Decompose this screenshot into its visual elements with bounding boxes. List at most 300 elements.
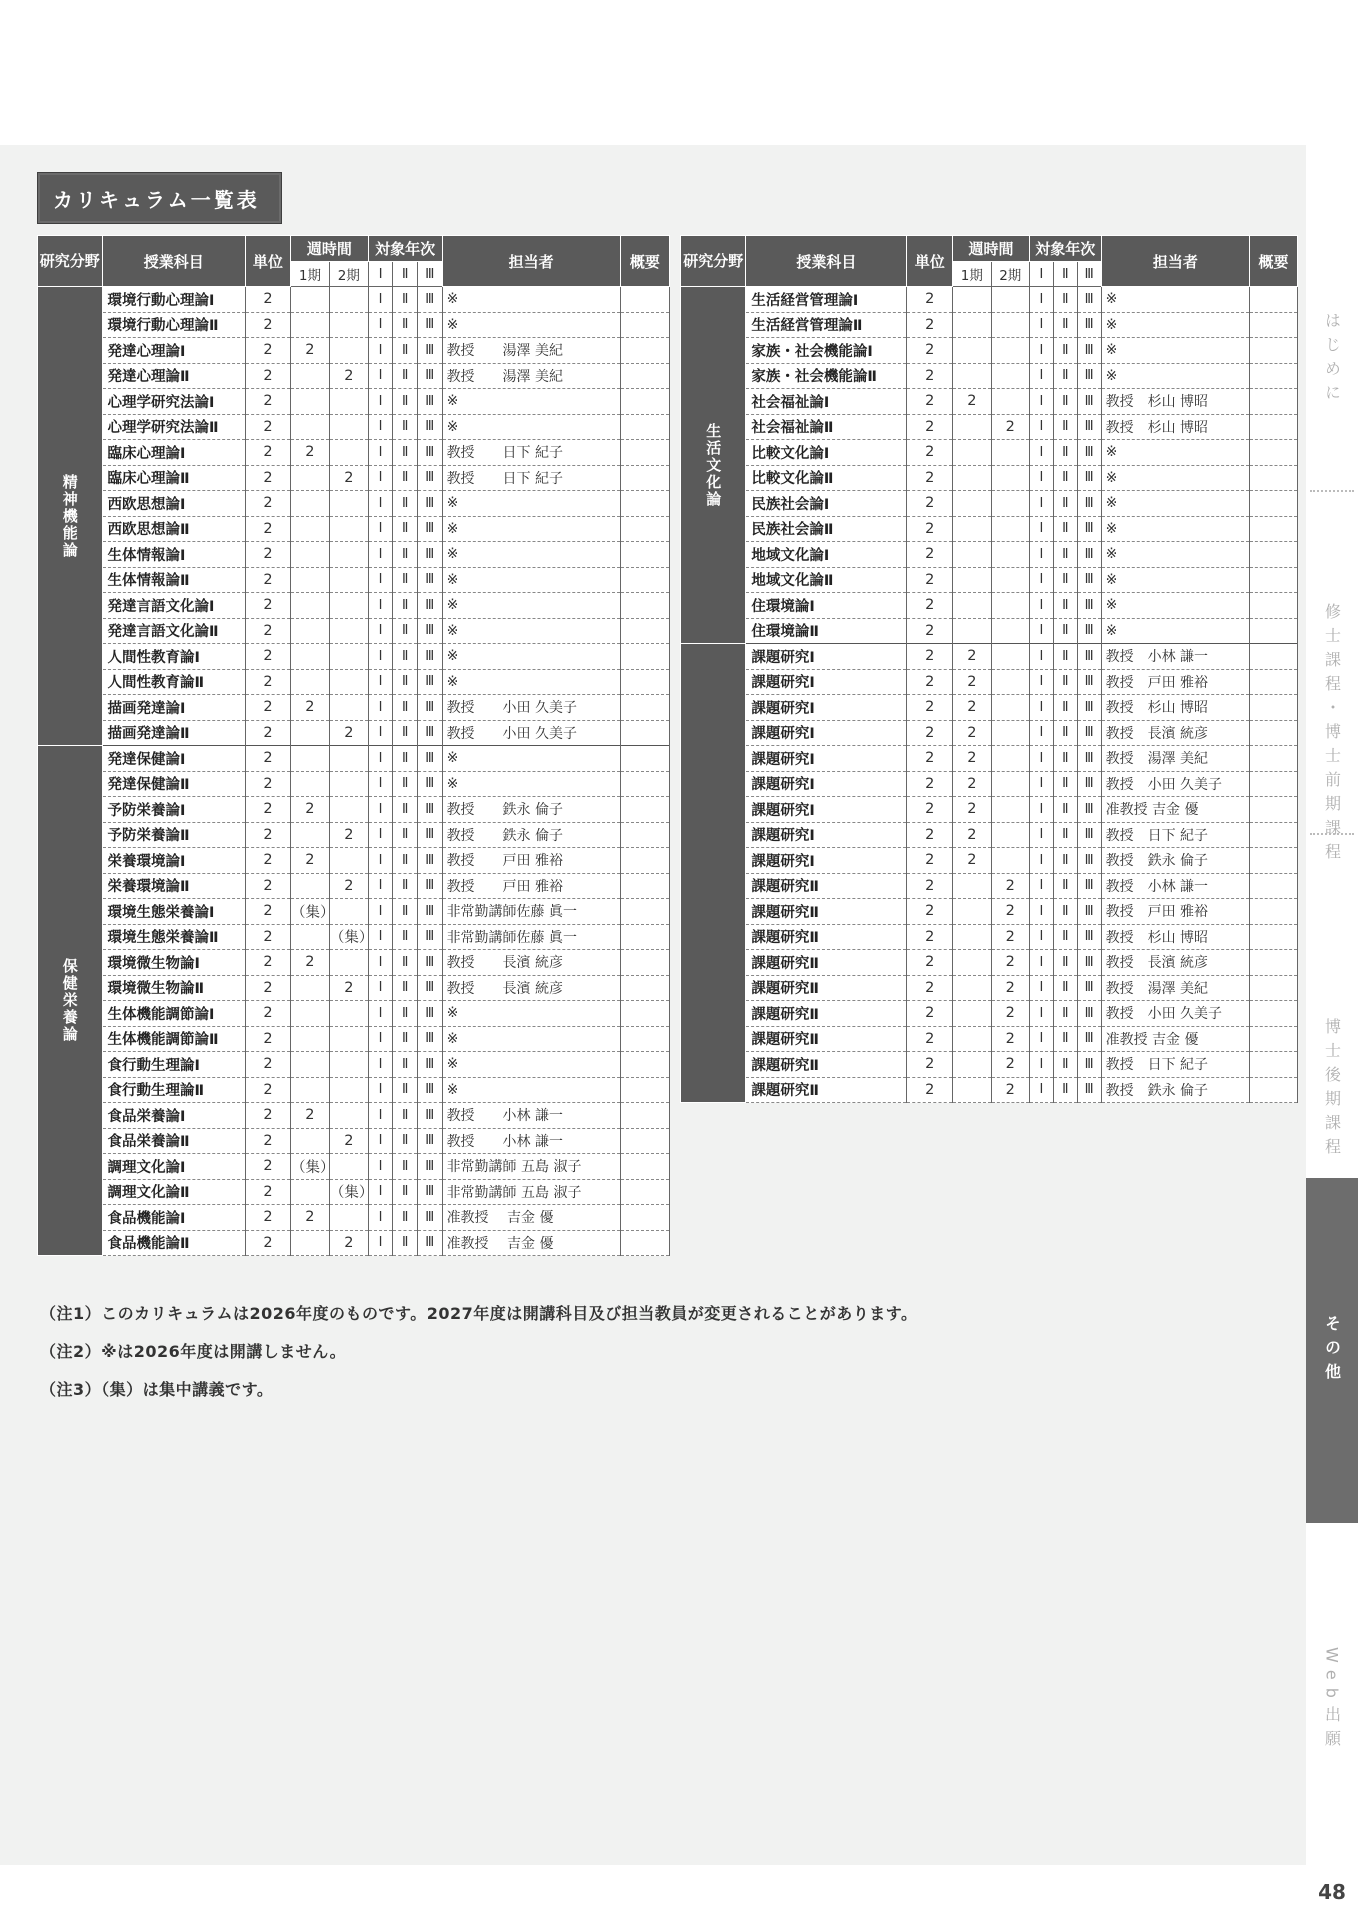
year2-cell: Ⅱ [393, 1077, 418, 1103]
term1-cell [290, 618, 329, 644]
term1-cell: 2 [953, 720, 991, 746]
year3-cell: Ⅲ [417, 873, 442, 899]
year3-cell: Ⅲ [417, 542, 442, 568]
teacher-cell: 教授 湯澤 美紀 [1101, 975, 1250, 1001]
year2-cell: Ⅱ [1053, 618, 1077, 644]
header-term1: 1期 [290, 261, 329, 287]
term2-cell [991, 848, 1029, 874]
year1-cell: Ⅰ [1029, 567, 1053, 593]
term1-cell: 2 [953, 822, 991, 848]
teacher-cell: 教授 小林 謙一 [442, 1103, 620, 1129]
year1-cell: Ⅰ [1029, 287, 1053, 313]
subject-cell: 課題研究Ⅱ [746, 950, 907, 976]
subject-cell: 課題研究Ⅰ [746, 669, 907, 695]
year3-cell: Ⅲ [417, 1026, 442, 1052]
term1-cell [290, 414, 329, 440]
summary-cell [1250, 822, 1298, 848]
summary-cell [1250, 516, 1298, 542]
term1-cell [953, 1052, 991, 1078]
year2-cell: Ⅱ [393, 771, 418, 797]
term1-cell: 2 [953, 848, 991, 874]
year2-cell: Ⅱ [1053, 1026, 1077, 1052]
research-field-cell [681, 644, 746, 1103]
term2-cell [991, 822, 1029, 848]
subject-cell: 心理学研究法論Ⅰ [102, 389, 245, 415]
subject-cell: 生活経営管理論Ⅱ [746, 312, 907, 338]
summary-cell [620, 414, 669, 440]
units-cell: 2 [245, 1077, 290, 1103]
summary-cell [1250, 312, 1298, 338]
table-row [38, 542, 670, 568]
year1-cell: Ⅰ [368, 414, 393, 440]
teacher-cell: 教授 長濱 統彦 [442, 950, 620, 976]
table-row [38, 1205, 670, 1231]
summary-cell [620, 1179, 669, 1205]
summary-cell [620, 618, 669, 644]
year3-cell: Ⅲ [1077, 848, 1101, 874]
summary-cell [620, 287, 669, 313]
year2-cell: Ⅱ [1053, 924, 1077, 950]
year1-cell: Ⅰ [368, 1026, 393, 1052]
term1-cell [290, 771, 329, 797]
units-cell: 2 [907, 287, 953, 313]
header-summary: 概要 [620, 236, 669, 287]
year3-cell: Ⅲ [417, 1230, 442, 1256]
teacher-cell: 教授 日下 紀子 [1101, 1052, 1250, 1078]
table-row [681, 1001, 1298, 1027]
curriculum-table-left [37, 235, 670, 1256]
table-row [38, 1154, 670, 1180]
units-cell: 2 [245, 950, 290, 976]
term2-cell [329, 516, 368, 542]
year3-cell: Ⅲ [417, 720, 442, 746]
header-term2: 2期 [991, 261, 1029, 287]
year2-cell: Ⅱ [393, 1103, 418, 1129]
research-field-cell: 精神機能論 [38, 287, 103, 746]
term2-cell [991, 797, 1029, 823]
year2-cell: Ⅱ [393, 516, 418, 542]
year1-cell: Ⅰ [368, 720, 393, 746]
year1-cell: Ⅰ [368, 797, 393, 823]
term2-cell: 2 [329, 822, 368, 848]
term2-cell [991, 491, 1029, 517]
page-number: 48 [1318, 1880, 1346, 1904]
teacher-cell: ※ [1101, 593, 1250, 619]
subject-cell: 課題研究Ⅱ [746, 1077, 907, 1103]
term1-cell [953, 516, 991, 542]
sidebar-item-other[interactable] [1306, 1178, 1358, 1523]
term1-cell [953, 287, 991, 313]
term1-cell [290, 644, 329, 670]
subject-cell: 心理学研究法論Ⅱ [102, 414, 245, 440]
year1-cell: Ⅰ [1029, 440, 1053, 466]
table-row [681, 440, 1298, 466]
term1-cell [953, 1077, 991, 1103]
subject-cell: 栄養環境論Ⅱ [102, 873, 245, 899]
term2-cell [991, 644, 1029, 670]
year1-cell: Ⅰ [1029, 746, 1053, 772]
units-cell: 2 [245, 1179, 290, 1205]
year2-cell: Ⅱ [393, 542, 418, 568]
table-row [681, 720, 1298, 746]
summary-cell [620, 695, 669, 721]
year2-cell: Ⅱ [1053, 1077, 1077, 1103]
year2-cell: Ⅱ [393, 312, 418, 338]
term1-cell [953, 593, 991, 619]
term1-cell [953, 567, 991, 593]
subject-cell: 食行動生理論Ⅰ [102, 1052, 245, 1078]
year3-cell: Ⅲ [1077, 516, 1101, 542]
summary-cell [1250, 338, 1298, 364]
units-cell: 2 [907, 440, 953, 466]
year3-cell: Ⅲ [1077, 669, 1101, 695]
units-cell: 2 [245, 1026, 290, 1052]
table-row [38, 1077, 670, 1103]
year3-cell: Ⅲ [417, 414, 442, 440]
units-cell: 2 [245, 899, 290, 925]
units-cell: 2 [245, 1154, 290, 1180]
teacher-cell: 教授 小林 謙一 [442, 1128, 620, 1154]
year1-cell: Ⅰ [1029, 1026, 1053, 1052]
units-cell: 2 [907, 1001, 953, 1027]
header-year1: Ⅰ [1029, 261, 1053, 287]
subject-cell: 比較文化論Ⅰ [746, 440, 907, 466]
summary-cell [620, 312, 669, 338]
term2-cell [991, 440, 1029, 466]
subject-cell: 民族社会論Ⅱ [746, 516, 907, 542]
year2-cell: Ⅱ [393, 593, 418, 619]
summary-cell [1250, 644, 1298, 670]
term1-cell [290, 491, 329, 517]
teacher-cell: 教授 戸田 雅裕 [1101, 899, 1250, 925]
subject-cell: 課題研究Ⅱ [746, 975, 907, 1001]
year3-cell: Ⅲ [1077, 1052, 1101, 1078]
term2-cell [329, 1026, 368, 1052]
year2-cell: Ⅱ [1053, 312, 1077, 338]
term1-cell [290, 1230, 329, 1256]
year2-cell: Ⅱ [1053, 746, 1077, 772]
units-cell: 2 [245, 440, 290, 466]
summary-cell [620, 771, 669, 797]
table-row [681, 644, 1298, 670]
sidebar-item-web-application[interactable] [1306, 1535, 1358, 1865]
year2-cell: Ⅱ [1053, 695, 1077, 721]
table-row [681, 363, 1298, 389]
term1-cell [953, 950, 991, 976]
term1-cell: 2 [290, 338, 329, 364]
year1-cell: Ⅰ [368, 287, 393, 313]
term1-cell [290, 720, 329, 746]
units-cell: 2 [907, 312, 953, 338]
summary-cell [1250, 669, 1298, 695]
table-row [38, 848, 670, 874]
teacher-cell: 准教授 吉金 優 [1101, 1026, 1250, 1052]
term2-cell [991, 618, 1029, 644]
year1-cell: Ⅰ [368, 567, 393, 593]
year3-cell: Ⅲ [1077, 618, 1101, 644]
year2-cell: Ⅱ [393, 1052, 418, 1078]
teacher-cell: ※ [442, 771, 620, 797]
units-cell: 2 [245, 465, 290, 491]
term1-cell [953, 873, 991, 899]
term1-cell: 2 [290, 1205, 329, 1231]
year2-cell: Ⅱ [1053, 287, 1077, 313]
subject-cell: 課題研究Ⅱ [746, 924, 907, 950]
summary-cell [1250, 950, 1298, 976]
teacher-cell: 非常勤講師 五島 淑子 [442, 1154, 620, 1180]
term2-cell [991, 720, 1029, 746]
year2-cell: Ⅱ [1053, 389, 1077, 415]
term1-cell [290, 542, 329, 568]
table-row [38, 797, 670, 823]
subject-cell: 課題研究Ⅱ [746, 899, 907, 925]
units-cell: 2 [245, 516, 290, 542]
sidebar-item-intro[interactable] [1306, 250, 1358, 470]
year3-cell: Ⅲ [417, 567, 442, 593]
subject-cell: 課題研究Ⅰ [746, 695, 907, 721]
summary-cell [620, 1077, 669, 1103]
term2-cell [329, 644, 368, 670]
year2-cell: Ⅱ [393, 975, 418, 1001]
year3-cell: Ⅲ [1077, 644, 1101, 670]
year1-cell: Ⅰ [368, 516, 393, 542]
term1-cell [290, 822, 329, 848]
year2-cell: Ⅱ [393, 1154, 418, 1180]
summary-cell [620, 1026, 669, 1052]
units-cell: 2 [907, 516, 953, 542]
term1-cell: 2 [290, 848, 329, 874]
term2-cell [329, 491, 368, 517]
term1-cell [290, 1026, 329, 1052]
notes [40, 1295, 917, 1409]
units-cell: 2 [245, 389, 290, 415]
year1-cell: Ⅰ [1029, 771, 1053, 797]
subject-cell: 生体情報論Ⅰ [102, 542, 245, 568]
subject-cell: 住環境論Ⅰ [746, 593, 907, 619]
year3-cell: Ⅲ [417, 899, 442, 925]
teacher-cell: 教授 鉄永 倫子 [1101, 848, 1250, 874]
year3-cell: Ⅲ [1077, 797, 1101, 823]
units-cell: 2 [245, 746, 290, 772]
year2-cell: Ⅱ [393, 848, 418, 874]
term2-cell: 2 [991, 873, 1029, 899]
summary-cell [620, 873, 669, 899]
subject-cell: 食品機能論Ⅱ [102, 1230, 245, 1256]
table-row [681, 771, 1298, 797]
subject-cell: 地域文化論Ⅰ [746, 542, 907, 568]
term2-cell [991, 542, 1029, 568]
year3-cell: Ⅲ [1077, 389, 1101, 415]
teacher-cell: ※ [1101, 287, 1250, 313]
table-row [681, 695, 1298, 721]
year3-cell: Ⅲ [417, 491, 442, 517]
subject-cell: 課題研究Ⅱ [746, 1001, 907, 1027]
year3-cell: Ⅲ [1077, 312, 1101, 338]
table-row [38, 644, 670, 670]
units-cell: 2 [245, 797, 290, 823]
year2-cell: Ⅱ [1053, 363, 1077, 389]
term2-cell [329, 567, 368, 593]
teacher-cell: ※ [1101, 491, 1250, 517]
term1-cell: 2 [290, 797, 329, 823]
year2-cell: Ⅱ [1053, 593, 1077, 619]
term1-cell: 2 [290, 1103, 329, 1129]
year3-cell: Ⅲ [417, 1103, 442, 1129]
header-summary: 概要 [1250, 236, 1298, 287]
teacher-cell: ※ [442, 414, 620, 440]
year2-cell: Ⅱ [1053, 644, 1077, 670]
teacher-cell: ※ [1101, 312, 1250, 338]
table-row [681, 465, 1298, 491]
term2-cell [329, 950, 368, 976]
year1-cell: Ⅰ [368, 899, 393, 925]
term2-cell: （集） [329, 1179, 368, 1205]
teacher-cell: 教授 杉山 博昭 [1101, 695, 1250, 721]
term1-cell [290, 1128, 329, 1154]
header-target-year: 対象年次 [1029, 236, 1101, 262]
year3-cell: Ⅲ [1077, 899, 1101, 925]
table-row [681, 1052, 1298, 1078]
year3-cell: Ⅲ [417, 618, 442, 644]
term2-cell: 2 [991, 1026, 1029, 1052]
table-row [681, 389, 1298, 415]
summary-cell [620, 1230, 669, 1256]
summary-cell [620, 975, 669, 1001]
subject-cell: 人間性教育論Ⅱ [102, 669, 245, 695]
subject-cell: 社会福祉論Ⅱ [746, 414, 907, 440]
year3-cell: Ⅲ [417, 797, 442, 823]
term1-cell: （集） [290, 899, 329, 925]
teacher-cell: 教授 日下 紀子 [1101, 822, 1250, 848]
note-3: （注3）（集）は集中講義です。 [40, 1380, 274, 1399]
header-year3: Ⅲ [1077, 261, 1101, 287]
table-row [38, 771, 670, 797]
header-year2: Ⅱ [393, 261, 418, 287]
teacher-cell: ※ [442, 618, 620, 644]
term1-cell [953, 363, 991, 389]
term1-cell [953, 414, 991, 440]
year2-cell: Ⅱ [1053, 873, 1077, 899]
year3-cell: Ⅲ [417, 924, 442, 950]
teacher-cell: ※ [442, 516, 620, 542]
subject-cell: 予防栄養論Ⅰ [102, 797, 245, 823]
term1-cell [953, 542, 991, 568]
year3-cell: Ⅲ [1077, 1026, 1101, 1052]
units-cell: 2 [245, 1001, 290, 1027]
units-cell: 2 [907, 669, 953, 695]
term1-cell: 2 [953, 746, 991, 772]
year1-cell: Ⅰ [1029, 822, 1053, 848]
sidebar-divider [1310, 490, 1354, 492]
term1-cell [953, 338, 991, 364]
units-cell: 2 [907, 975, 953, 1001]
teacher-cell: ※ [442, 593, 620, 619]
year2-cell: Ⅱ [1053, 338, 1077, 364]
units-cell: 2 [245, 1052, 290, 1078]
teacher-cell: 教授 日下 紀子 [442, 440, 620, 466]
term2-cell: 2 [329, 1230, 368, 1256]
year1-cell: Ⅰ [1029, 389, 1053, 415]
table-row [38, 440, 670, 466]
year1-cell: Ⅰ [368, 1154, 393, 1180]
term2-cell [991, 389, 1029, 415]
year2-cell: Ⅱ [393, 720, 418, 746]
teacher-cell: 教授 日下 紀子 [442, 465, 620, 491]
units-cell: 2 [245, 312, 290, 338]
teacher-cell: ※ [442, 567, 620, 593]
term1-cell [290, 924, 329, 950]
summary-cell [1250, 593, 1298, 619]
year2-cell: Ⅱ [1053, 516, 1077, 542]
year1-cell: Ⅰ [1029, 312, 1053, 338]
year2-cell: Ⅱ [393, 950, 418, 976]
year2-cell: Ⅱ [393, 797, 418, 823]
subject-cell: 地域文化論Ⅱ [746, 567, 907, 593]
term1-cell [290, 1001, 329, 1027]
year2-cell: Ⅱ [393, 287, 418, 313]
teacher-cell: 教授 戸田 雅裕 [442, 848, 620, 874]
year3-cell: Ⅲ [417, 746, 442, 772]
table-row [681, 312, 1298, 338]
subject-cell: 食品栄養論Ⅰ [102, 1103, 245, 1129]
term2-cell: 2 [991, 1052, 1029, 1078]
term2-cell [329, 593, 368, 619]
header-subject: 授業科目 [102, 236, 245, 287]
table-row [681, 287, 1298, 313]
year1-cell: Ⅰ [368, 312, 393, 338]
sidebar-item-label: はじめに [1322, 312, 1342, 408]
table-row [38, 1128, 670, 1154]
units-cell: 2 [907, 491, 953, 517]
teacher-cell: ※ [1101, 465, 1250, 491]
term2-cell [991, 593, 1029, 619]
year1-cell: Ⅰ [368, 746, 393, 772]
term2-cell [991, 516, 1029, 542]
summary-cell [1250, 1052, 1298, 1078]
term2-cell [329, 669, 368, 695]
year2-cell: Ⅱ [1053, 440, 1077, 466]
year1-cell: Ⅰ [1029, 516, 1053, 542]
year3-cell: Ⅲ [417, 1179, 442, 1205]
year1-cell: Ⅰ [368, 1103, 393, 1129]
term1-cell [290, 746, 329, 772]
units-cell: 2 [245, 338, 290, 364]
subject-cell: 課題研究Ⅰ [746, 797, 907, 823]
subject-cell: 予防栄養論Ⅱ [102, 822, 245, 848]
year2-cell: Ⅱ [1053, 465, 1077, 491]
year2-cell: Ⅱ [1053, 975, 1077, 1001]
sidebar-item-label: その他 [1322, 1314, 1342, 1387]
table-row [38, 287, 670, 313]
year3-cell: Ⅲ [417, 644, 442, 670]
subject-cell: 調理文化論Ⅰ [102, 1154, 245, 1180]
year2-cell: Ⅱ [393, 644, 418, 670]
units-cell: 2 [245, 848, 290, 874]
year3-cell: Ⅲ [417, 1077, 442, 1103]
year1-cell: Ⅰ [1029, 924, 1053, 950]
table-row [681, 899, 1298, 925]
summary-cell [1250, 363, 1298, 389]
teacher-cell: 教授 小田 久美子 [1101, 771, 1250, 797]
term1-cell: 2 [953, 695, 991, 721]
year2-cell: Ⅱ [393, 567, 418, 593]
units-cell: 2 [907, 950, 953, 976]
year1-cell: Ⅰ [368, 618, 393, 644]
year3-cell: Ⅲ [417, 312, 442, 338]
term1-cell [290, 975, 329, 1001]
teacher-cell: 非常勤講師佐藤 眞一 [442, 899, 620, 925]
year1-cell: Ⅰ [1029, 363, 1053, 389]
